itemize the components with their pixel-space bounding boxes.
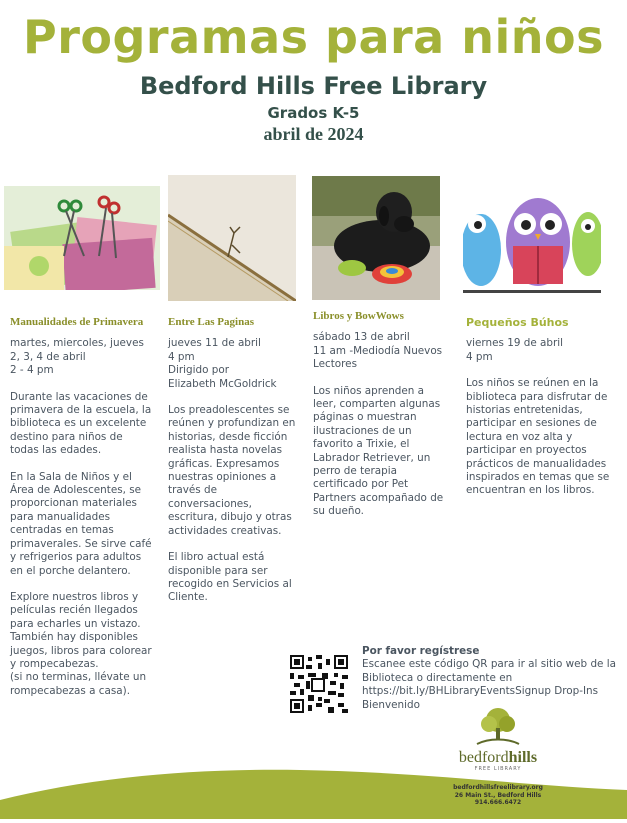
- program-description: Los niños se reúnen en la biblioteca para disfrutar de historias entretenidas, participar en sesiones de lectura en voz alta y participar en proyectos prácticos de manualidades inspirados en temas que se encuentran en los libros.: [466, 377, 610, 497]
- owls-reading-image: [463, 180, 601, 298]
- program-column-3: [313, 310, 449, 532]
- logo-name-part2: hills: [508, 749, 538, 766]
- program-date: viernes 19 de abril: [466, 337, 564, 350]
- address: 26 Main St., Bedford Hills: [454, 791, 542, 799]
- program-description: Explore nuestros libros y películas recién llegados para echarles un vistazo. También hay disponibles juegos, libros para colorear y rompecabezas. (si no terminas, llévate un rompecabezas a casa).: [10, 590, 152, 697]
- craft-supplies-image: [4, 186, 160, 290]
- program-description: El libro actual está disponible para ser recogido en Servicios al Cliente.: [168, 551, 292, 604]
- program-host: Elizabeth McGoldrick: [168, 377, 277, 390]
- phone: 914.666.6472: [474, 799, 522, 806]
- registration-info: [362, 645, 620, 712]
- program-title: Manualidades de Primavera: [10, 316, 144, 328]
- qr-code[interactable]: [290, 655, 348, 713]
- logo-subtitle: FREE LIBRARY: [474, 766, 522, 772]
- program-time: 11 am -Mediodía Nuevos Lectores: [313, 344, 443, 371]
- therapy-dog-image: [312, 176, 440, 300]
- program-title: Libros y BowWows: [313, 310, 404, 322]
- program-description: Durante las vacaciones de primavera de la escuela, la biblioteca es un excelente destino para niños de todas las edades.: [10, 390, 152, 457]
- register-text: Escanee este código QR para ir al sitio web de la Biblioteca o directamente en https://bit.ly/BHLibraryEventsSignup Drop-Ins Bienvenido: [362, 658, 616, 711]
- contact-info: [430, 784, 566, 807]
- program-description: Los niños aprenden a leer, comparten algunas páginas o muestran ilustraciones de un favorito a Trixie, el Labrador Retriever, un perro de terapia certificado por Pet Partners acompañado de su dueño.: [313, 384, 444, 518]
- library-name: Bedford Hills Free Library: [139, 72, 488, 100]
- website-link[interactable]: bedfordhillsfreelibrary.org: [453, 784, 543, 791]
- page-title: Programas para niños: [23, 10, 604, 64]
- register-heading: Por favor regístrese: [362, 645, 480, 657]
- program-title: Pequeños Búhos: [466, 316, 569, 329]
- program-column-2: [168, 316, 302, 618]
- program-date: jueves 11 de abril: [168, 337, 261, 350]
- program-days: martes, miercoles, jueves: [10, 337, 144, 350]
- program-time: 4 pm: [466, 350, 493, 363]
- month-label: abril de 2024: [263, 124, 364, 144]
- program-led-by-label: Dirigido por: [168, 364, 230, 377]
- book-pages-image: [168, 175, 296, 301]
- program-time: 2 - 4 pm: [10, 364, 54, 377]
- program-column-4: [466, 316, 612, 511]
- grades-label: Grados K-5: [267, 104, 360, 122]
- program-column-1: [10, 316, 152, 711]
- program-description: Los preadolescentes se reúnen y profundizan en historias, desde ficción realista hasta novelas gráficas. Expresamos nuestras opiniones a través de conversaciones, escritura, dibujo y otras actividades creativas.: [168, 404, 296, 537]
- library-logo: [450, 706, 546, 772]
- program-description: En la Sala de Niños y el Área de Adolescentes, se proporcionan materiales para manualidades centradas en temas primaverales. Se sirve café y refrigerios para adultos en el porche delantero.: [10, 470, 152, 577]
- program-date: 2, 3, 4 de abril: [10, 350, 86, 363]
- logo-name-part1: bedford: [458, 749, 509, 766]
- program-time: 4 pm: [168, 350, 195, 363]
- tree-icon: [471, 706, 525, 746]
- program-title: Entre Las Paginas: [168, 316, 254, 328]
- program-date: sábado 13 de abril: [313, 331, 410, 344]
